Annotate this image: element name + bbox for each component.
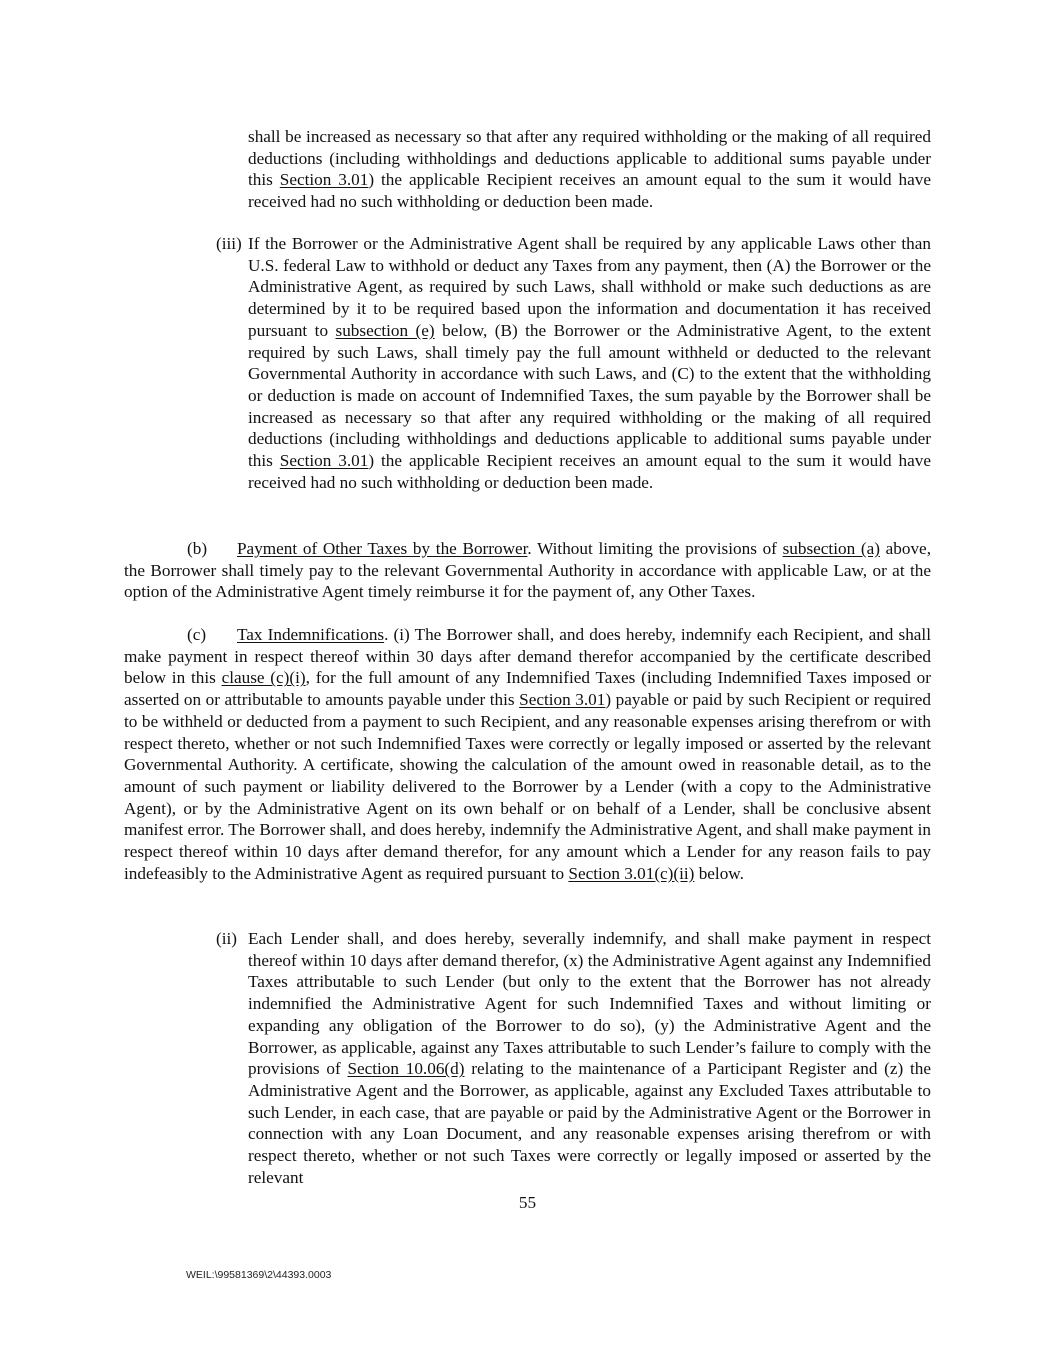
paragraph-c (124, 624, 931, 884)
clause-label: (ii) (216, 929, 237, 948)
document-id-footer: WEIL:\99581369\2\44393.0003 (186, 1269, 332, 1281)
section-reference: Section 3.01 (279, 451, 369, 471)
paragraph-heading: Payment of Other Taxes by the Borrower (237, 539, 528, 558)
text: below. (694, 863, 744, 883)
text: Each Lender shall, and does hereby, severally indemnify, and shall make payment in respect thereof within 10 days after demand therefor, (x) the Administrative Agent against any Indemnified Taxes attributable to such Lender (but only to the extent that the Borrower has not already indemnified the Administrative Agent for such Indemnified Taxes and without limiting or expanding any obligation of the Borrower to do so), (y) the Administrative Agent and the Borrower, as applicable, against any Taxes attributable to such Lender’s failure to comply with the provisions of (248, 929, 931, 1079)
text: relating to the maintenance of a Participant Register and (z) the Administrative Agent and the Borrower, as applicable, against any Excluded Taxes attributable to such Lender, in each case, that are payable or paid by the Administrative Agent or the Borrower in connection with any Loan Document, and any reasonable expenses arising therefrom or with respect thereto, whether or not such Taxes were correctly or legally imposed or asserted by the relevant (248, 1059, 931, 1187)
subsection-reference: subsection (e) (335, 320, 435, 340)
text: below, (B) the Borrower or the Administrative Agent, to the extent required by such Laws, shall timely pay the full amount withheld or deducted to the relevant Governmental Authority in accordance with such Laws, and (C) to the extent that the withholding or deduction is made on account of Indemnified Taxes, the sum payable by the Borrower shall be increased as necessary so that after any required withholding or the making of all required deductions (including withholdings and deductions applicable to additional sums payable under this (248, 320, 932, 471)
text: above, the Borrower shall timely pay to the relevant Governmental Authority in accordance with applicable Law, or at the option of the Administrative Agent timely reimburse it for the payment of, any Other Taxes. (124, 539, 931, 602)
page-number: 55 (518, 1193, 537, 1212)
clause-label: (iii) (216, 234, 242, 253)
continuation-paragraph (248, 126, 931, 213)
text: . (i) The Borrower shall, and does hereby, indemnify each Recipient, and shall make payment in respect thereof within 30 days after demand therefor accompanied by the certificate described below in this (124, 625, 931, 688)
section-reference: Section 3.01 (519, 690, 606, 710)
clause-a-iii (216, 233, 931, 493)
paragraph-label: (c) (187, 625, 207, 644)
text: . Without limiting the provisions of (527, 539, 783, 558)
paragraph-b (124, 538, 931, 603)
text: shall be increased as necessary so that after any required withholding or the making of all required deductions (including withholdings and deductions applicable to additional sums payable under this (248, 127, 931, 190)
section-reference: Section 10.06(d) (347, 1059, 465, 1079)
paragraph-heading: Tax Indemnifications (237, 625, 385, 644)
subsection-reference: subsection (a) (782, 539, 880, 558)
clause-c-ii (216, 928, 931, 1188)
text: ) payable or paid by such Recipient or required to be withheld or deducted from a payment to such Recipient, and any reasonable expenses arising therefrom or with respect thereto, whether or not such Indemnified Taxes were correctly or legally imposed or asserted by the relevant Governmental Authority. A certificate, showing the calculation of the amount owed in reasonable detail, as to the amount of such payment or liability delivered to the Borrower by a Lender (with a copy to the Administrative Agent), or by the Administrative Agent on its own behalf or on behalf of a Lender, shall be conclusive absent manifest error. The Borrower shall, and does hereby, indemnify the Administrative Agent, and shall make payment in respect thereof within 10 days after demand therefor, for any amount which a Lender for any reason fails to pay indefeasibly to the Administrative Agent as required pursuant to (124, 690, 931, 883)
clause-reference: clause (c)(i) (221, 668, 306, 688)
text: ) the applicable Recipient receives an amount equal to the sum it would have received had no such withholding or deduction been made. (248, 451, 931, 492)
text: If the Borrower or the Administrative Agent shall be required by any applicable Laws other than U.S. federal Law to withhold or deduct any Taxes from any payment, then (A) the Borrower or the Administrative Agent, as required by such Laws, shall withhold or make such deductions as are determined by it to be required based upon the information and documentation it has received pursuant to (248, 234, 931, 340)
section-reference: Section 3.01 (279, 170, 369, 190)
paragraph-label: (b) (187, 539, 208, 558)
text: ) the applicable Recipient receives an amount equal to the sum it would have received had no such withholding or deduction been made. (248, 170, 931, 212)
text: , for the full amount of any Indemnified Taxes (including Indemnified Taxes imposed or asserted on or attributable to amounts payable under this (124, 668, 931, 710)
section-reference: Section 3.01(c)(ii) (568, 863, 695, 883)
